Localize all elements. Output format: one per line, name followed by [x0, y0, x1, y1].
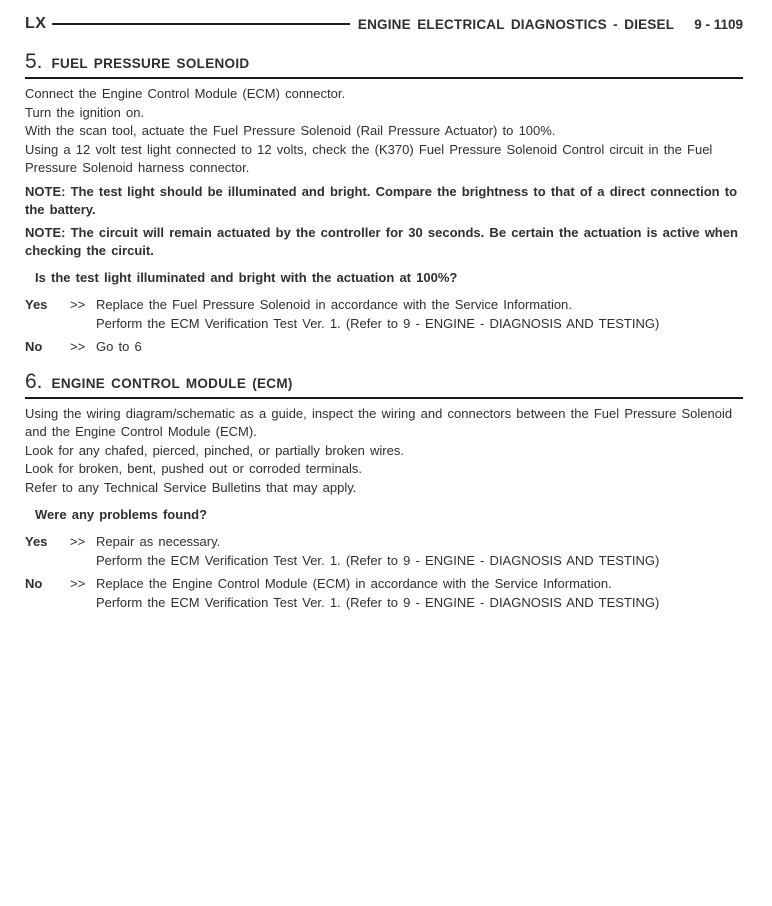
- note: NOTE: The test light should be illuminated and bright. Compare the brightness to that of a direct connection to the battery.: [25, 183, 738, 217]
- answer-row: [25, 574, 743, 612]
- section-rule: [25, 397, 743, 399]
- paragraph: Using the wiring diagram/schematic as a guide, inspect the wiring and connectors between the Fuel Pressure Solenoid and the Engine Control Module (ECM).: [25, 405, 733, 439]
- paragraph: Connect the Engine Control Module (ECM) connector.: [25, 86, 346, 101]
- answer-lines: [96, 532, 743, 570]
- answer-line: Perform the ECM Verification Test Ver. 1. (Refer to 9 - ENGINE - DIAGNOSIS AND TESTING): [96, 553, 660, 568]
- section: [25, 51, 743, 356]
- answer-label: No: [25, 576, 43, 591]
- answer-arrow: >>: [70, 576, 86, 591]
- answer-lines: [96, 295, 743, 333]
- section-heading: [25, 51, 743, 75]
- answer-label: Yes: [25, 534, 48, 549]
- answer-lines: [96, 574, 743, 612]
- sections-container: [25, 51, 743, 612]
- paragraph: Refer to any Technical Service Bulletins that may apply.: [25, 479, 357, 495]
- section-number: 6.: [25, 369, 43, 393]
- header-rule: [52, 23, 349, 25]
- paragraph: Using a 12 volt test light connected to 12 volts, check the (K370) Fuel Pressure Solenoid Control circuit in the Fuel Pressure Solenoid harness connector.: [25, 141, 713, 175]
- page-number: 9 - 1109: [694, 16, 743, 32]
- answer-row: [25, 295, 743, 333]
- section-title: ENGINE CONTROL MODULE (ECM): [51, 375, 293, 391]
- answer-row: [25, 532, 743, 570]
- section-rule: [25, 77, 743, 79]
- answer-arrow: >>: [70, 338, 86, 354]
- answer-line: Replace the Engine Control Module (ECM) in accordance with the Service Information.: [96, 576, 612, 591]
- question: Is the test light illuminated and bright with the actuation at 100%?: [35, 269, 458, 285]
- page-header: [25, 14, 743, 34]
- answer-line: Perform the ECM Verification Test Ver. 1. (Refer to 9 - ENGINE - DIAGNOSIS AND TESTING): [96, 315, 660, 331]
- answer-arrow: >>: [70, 534, 86, 549]
- answer-label: Yes: [25, 296, 48, 312]
- answer-label: No: [25, 338, 43, 354]
- answer-line: Replace the Fuel Pressure Solenoid in accordance with the Service Information.: [96, 296, 572, 312]
- section-number: 5.: [25, 50, 43, 73]
- paragraph: Look for broken, bent, pushed out or corroded terminals.: [25, 461, 362, 476]
- answer-line: Go to 6: [96, 338, 142, 354]
- section-title: FUEL PRESSURE SOLENOID: [51, 56, 250, 71]
- section: [25, 371, 743, 613]
- header-title: ENGINE ELECTRICAL DIAGNOSTICS - DIESEL: [357, 16, 675, 32]
- paragraph: Look for any chafed, pierced, pinched, or partially broken wires.: [25, 442, 404, 458]
- answer-lines: [96, 337, 743, 356]
- paragraph: Turn the ignition on.: [25, 104, 145, 120]
- answer-line: Perform the ECM Verification Test Ver. 1. (Refer to 9 - ENGINE - DIAGNOSIS AND TESTING): [96, 595, 660, 610]
- answer-row: [25, 337, 743, 356]
- note: NOTE: The circuit will remain actuated by the controller for 30 seconds. Be certain the actuation is active when checking the circuit.: [25, 224, 738, 258]
- section-heading: [25, 371, 743, 395]
- answer-line: Repair as necessary.: [96, 534, 221, 549]
- model-code: LX: [25, 15, 47, 32]
- question: Were any problems found?: [35, 507, 208, 522]
- paragraph: With the scan tool, actuate the Fuel Pressure Solenoid (Rail Pressure Actuator) to 100%.: [25, 123, 556, 138]
- answer-arrow: >>: [70, 296, 86, 312]
